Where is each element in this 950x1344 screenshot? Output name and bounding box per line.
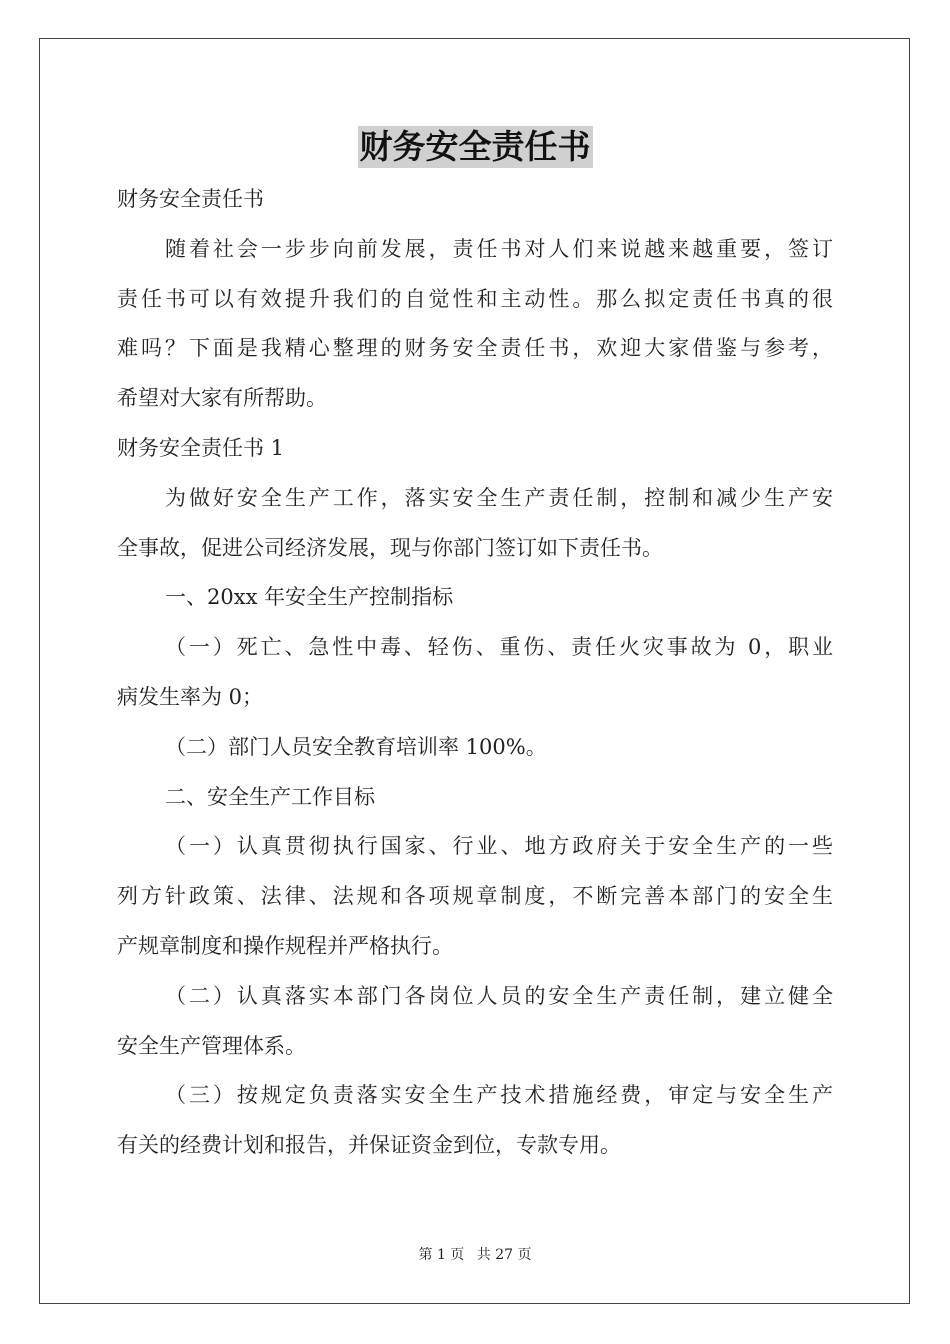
paragraph-line: 为做好安全生产工作，落实安全生产责任制，控制和减少生产安 (165, 486, 833, 510)
paragraph-line: 列方针政策、法律、法规和各项规章制度，不断完善本部门的安全生 (117, 884, 833, 908)
title-container (0, 126, 950, 168)
paragraph-line: 责任书可以有效提升我们的自觉性和主动性。那么拟定责任书真的很 (117, 287, 833, 311)
document-title: 财务安全责任书 (359, 127, 591, 166)
document-subtitle: 财务安全责任书 (117, 187, 264, 211)
paragraph-line: 产规章制度和操作规程并严格执行。 (117, 934, 453, 958)
paragraph-line: （一）死亡、急性中毒、轻伤、重伤、责任火灾事故为 0，职业 (165, 635, 833, 659)
paragraph-line: 随着社会一步步向前发展，责任书对人们来说越来越重要，签订 (165, 237, 833, 261)
page-number: 第 1 页 (418, 1247, 465, 1263)
paragraph-line: 全事故，促进公司经济发展，现与你部门签订如下责任书。 (117, 536, 663, 560)
paragraph-line: （二）部门人员安全教育培训率 100%。 (165, 735, 547, 759)
page-total: 共 27 页 (476, 1247, 532, 1263)
paragraph-line: 病发生率为 0； (117, 685, 264, 709)
paragraph-line: 希望对大家有所帮助。 (117, 386, 327, 410)
paragraph-line: （一）认真贯彻执行国家、行业、地方政府关于安全生产的一些 (165, 834, 833, 858)
paragraph-line: 安全生产管理体系。 (117, 1034, 306, 1058)
page-footer (0, 1245, 950, 1265)
paragraph-line: 一、20xx 年安全生产控制指标 (165, 585, 454, 609)
page-border (39, 38, 910, 1304)
section-heading: 财务安全责任书 1 (117, 436, 285, 460)
paragraph-line: 难吗？下面是我精心整理的财务安全责任书，欢迎大家借鉴与参考， (117, 336, 833, 360)
paragraph-line: （二）认真落实本部门各岗位人员的安全生产责任制，建立健全 (165, 984, 833, 1008)
paragraph-line: 有关的经费计划和报告，并保证资金到位，专款专用。 (117, 1133, 621, 1157)
paragraph-line: （三）按规定负责落实安全生产技术措施经费，审定与安全生产 (165, 1083, 833, 1107)
paragraph-line: 二、安全生产工作目标 (165, 785, 375, 809)
